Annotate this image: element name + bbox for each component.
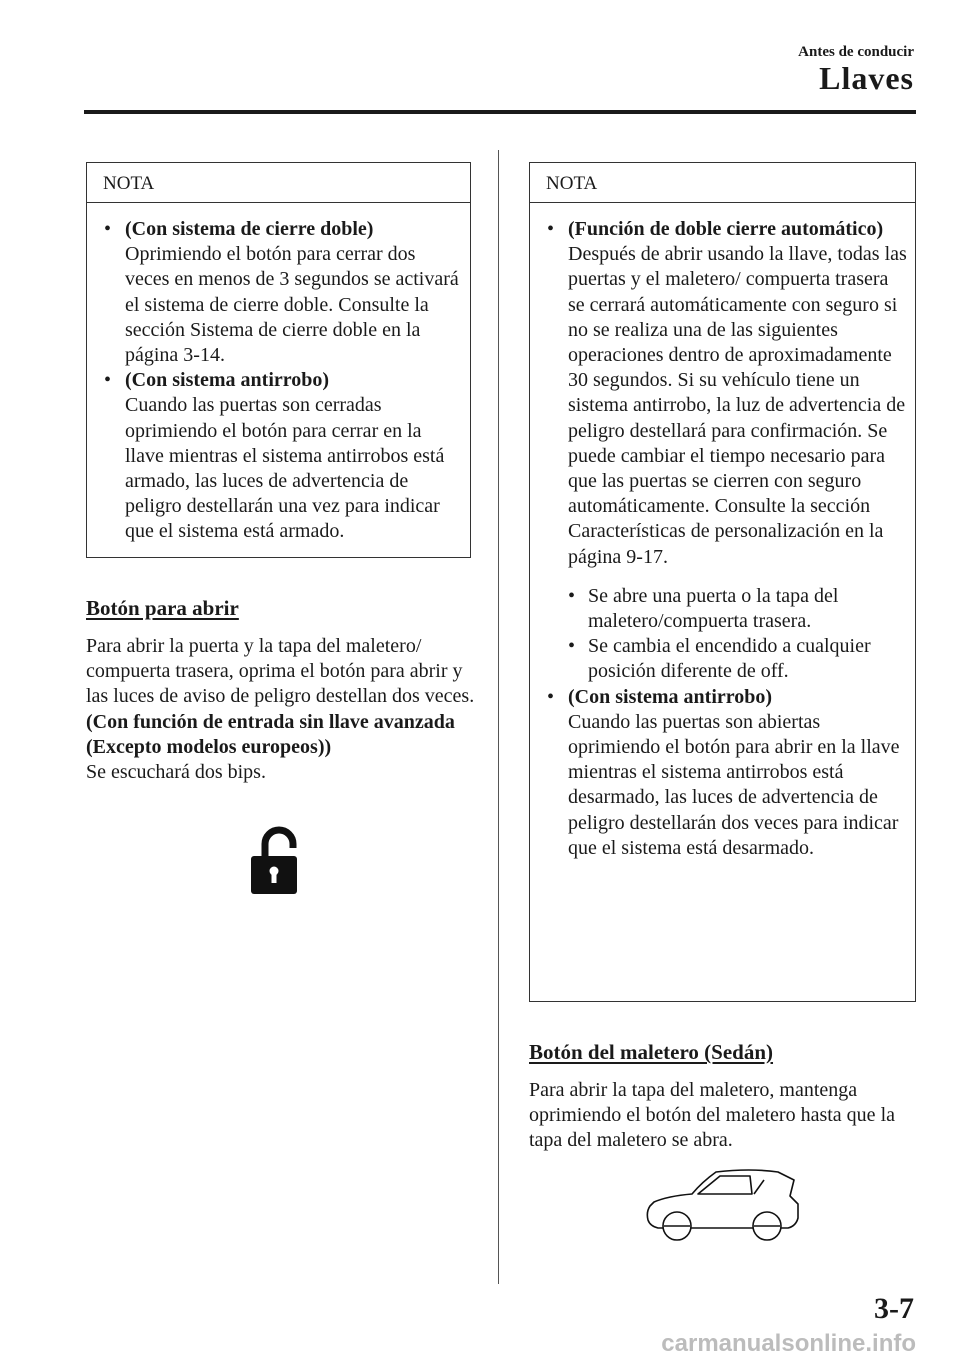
note-item-title: (Con sistema de cierre doble) <box>125 218 374 240</box>
note-item-title: (Función de doble cierre automático) <box>568 218 884 240</box>
note-item-text: Después de abrir usando la llave, todas las puertas y el maletero/ compuerta trasera se cerrará automáticamente con seguro si no se realiza una de las siguientes operaciones dentro de aproximadamente 30 segundos. Si su vehículo tiene un sistema antirrobo, la luz de advertencia de peligro destellará para confirmación. Se puede cambiar el tiempo necesario para que las puertas se cierren con seguro automáticamente. Consulte la sección Características de personalización en la página 9-17. <box>568 243 907 568</box>
note-item-title: (Con sistema antirrobo) <box>568 685 773 708</box>
unlock-icon <box>251 822 307 894</box>
bullet-icon: • <box>104 218 112 240</box>
open-button-condition: (Con función de entrada sin llave avanzada (Excepto modelos europeos)) <box>86 710 455 758</box>
trunk-button-text: Para abrir la tapa del maletero, mantenga oprimiendo el botón del maletero hasta que la tapa del maletero se abra. <box>529 1079 895 1152</box>
note-item-text: Cuando las puertas son cerradas oprimiendo el botón para cerrar en la llave mientras el sistema antirrobos está armado, las luces de advertencia de peligro destellarán una vez para indicar que el sistema está armado. <box>125 394 445 543</box>
page-number: 3-7 <box>874 1292 914 1325</box>
section-label: Antes de conducir <box>798 44 914 60</box>
note-item-text: Cuando las puertas son abiertas oprimiendo el botón para abrir en la llave mientras el sistema antirrobos está desarmado, las luces de advertencia de peligro destellarán dos veces para indicar que el sistema está desarmado. <box>568 710 900 859</box>
car-trunk-open-icon <box>640 1162 802 1246</box>
note-item-text: Oprimiendo el botón para cerrar dos veces en menos de 3 segundos se activará el sistema de cierre doble. Consulte la sección Sistema de cierre doble en la página 3-14. <box>125 243 459 367</box>
chapter-title: Llaves <box>819 60 914 96</box>
note-label: NOTA <box>530 163 915 203</box>
sub-list-item-text: Se abre una puerta o la tapa del maletero/compuerta trasera. <box>588 584 839 633</box>
sub-list-item <box>568 584 907 634</box>
note-item <box>542 217 907 685</box>
sub-list-item <box>568 634 907 684</box>
note-label: NOTA <box>87 163 470 203</box>
watermark: carmanualsonline.info <box>661 1330 916 1357</box>
section-heading-open-button: Botón para abrir <box>86 596 239 620</box>
bullet-icon: • <box>547 218 555 240</box>
note-item-title: (Con sistema antirrobo) <box>125 369 330 392</box>
bullet-icon: • <box>568 635 576 658</box>
bullet-icon: • <box>104 369 112 392</box>
open-button-after: Se escuchará dos bips. <box>86 761 266 784</box>
header-rule <box>84 110 916 114</box>
bullet-icon: • <box>568 584 576 607</box>
bullet-icon: • <box>547 685 555 708</box>
sub-list <box>568 584 907 685</box>
open-button-text: Para abrir la puerta y la tapa del maletero/ compuerta trasera, oprima el botón para abrir y las luces de aviso de peligro destellan dos veces. <box>86 635 475 708</box>
note-box-left <box>86 162 471 558</box>
sub-list-item-text: Se cambia el encendido a cualquier posición diferente de off. <box>588 635 871 683</box>
note-item <box>99 217 462 368</box>
column-divider <box>498 150 499 1284</box>
section-heading-trunk-button: Botón del maletero (Sedán) <box>529 1040 774 1064</box>
note-item <box>542 685 907 861</box>
open-button-paragraph <box>86 634 481 785</box>
note-box-right <box>529 162 916 1002</box>
note-item <box>99 368 462 544</box>
